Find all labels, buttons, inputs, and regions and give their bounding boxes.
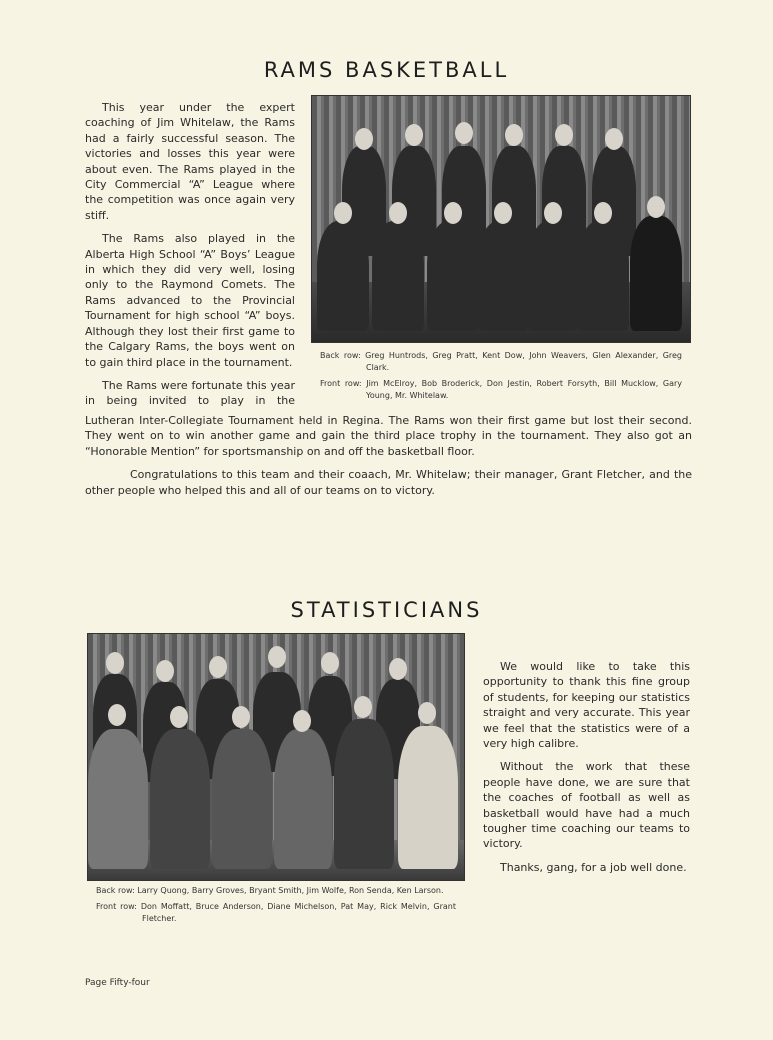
paragraph: Without the work that these people have done, we are sure that the coaches of football as well as basketball would have had a much tougher time coaching our teams to victory. <box>483 760 690 851</box>
caption-front-row: Front row: Jim McElroy, Bob Broderick, Don Jestin, Robert Forsyth, Bill Mucklow, Gary Young, Mr. Whitelaw. <box>320 379 682 400</box>
paragraph: The Rams were fortunate this year in being invited to play in the <box>85 378 295 408</box>
caption-front-row: Front row: Don Moffatt, Bruce Anderson, Diane Michelson, Pat May, Rick Melvin, Grant Fletcher. <box>96 902 456 923</box>
page-number: Page Fifty-four <box>85 978 150 988</box>
paragraph: Thanks, gang, for a job well done. <box>500 860 687 874</box>
paragraph: We would like to take this opportunity to thank this fine group of students, for keeping our statistics straight and very accurate. This year we feel that the statistics were of a very high calibre. <box>483 660 690 751</box>
paragraph: Lutheran Inter-Collegiate Tournament held in Regina. The Rams won their first game but lost their second. They went on to win another game and gain the third place trophy in the tournament. They also got an “Honorable Mention” for sportsmanship on and off the basketball floor. <box>85 414 692 458</box>
statisticians-photo <box>87 633 465 881</box>
basketball-column-text <box>85 100 295 409</box>
caption-back-row: Back row: Greg Huntrods, Greg Pratt, Kent Dow, John Weavers, Glen Alexander, Greg Clark. <box>320 351 682 372</box>
caption-back-row: Back row: Larry Quong, Barry Groves, Bryant Smith, Jim Wolfe, Ron Senda, Ken Larson. <box>96 886 444 895</box>
paragraph: Congratulations to this team and their coaach, Mr. Whitelaw; their manager, Grant Fletcher, and the other people who helped this and all of our teams on to victory. <box>85 468 692 497</box>
basketball-team-photo <box>311 95 691 343</box>
statisticians-title: STATISTICIANS <box>290 598 483 622</box>
basketball-title: RAMS BASKETBALL <box>263 58 510 82</box>
paragraph: The Rams also played in the Alberta High School “A” Boys’ League in which they did very well, losing only to the Raymond Comets. The Rams advanced to the Provincial Tournament for high school “A” boys. Although they lost their first game to the Calgary Rams, the boys went on to gain third place in the tournament. <box>85 232 295 369</box>
basketball-full-text <box>85 413 692 506</box>
paragraph: This year under the expert coaching of Jim Whitelaw, the Rams had a fairly successful season. The victories and losses this year were about even. The Rams played in the City Commercial “A” League where the competition was once again very stiff. <box>85 101 295 222</box>
basketball-caption <box>320 350 682 406</box>
statisticians-text <box>483 659 690 883</box>
statisticians-caption <box>96 885 456 929</box>
